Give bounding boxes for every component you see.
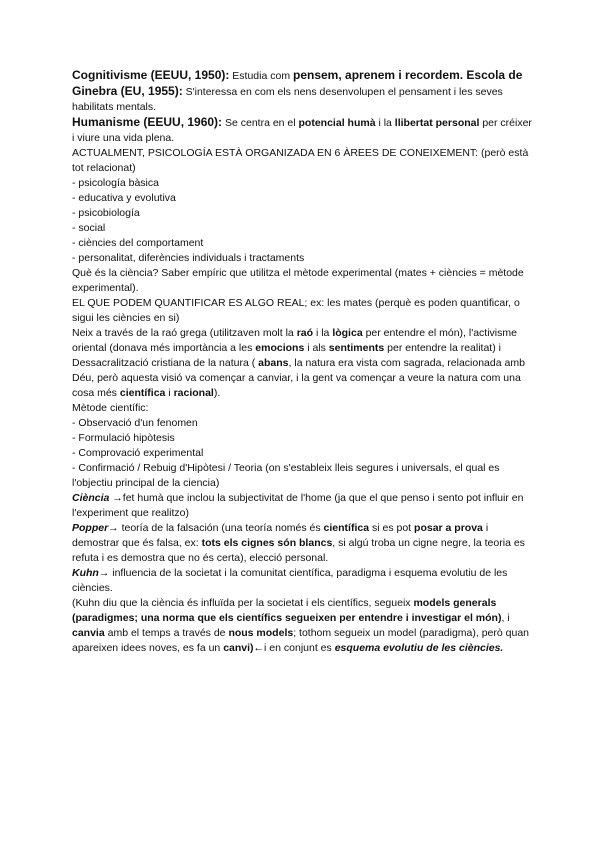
ciencia-term: Ciència <box>72 492 110 504</box>
text-span: ←i en conjunt es <box>253 642 335 654</box>
actualment-paragraph: ACTUALMENT, PSICOLOGÍA ESTÀ ORGANIZADA EN 6 ÀREES DE CONEIXEMENT: (però està tot relacionat) <box>72 147 529 174</box>
neix-paragraph <box>72 326 532 401</box>
text-span: , la natura era vista com sagrada, relacionada amb Déu, però aquesta visió va començar a canviar, i la gent va començar a veure la natura com una cosa més <box>72 357 525 399</box>
text-span: → influencia de la societat i la comunitat científica, paradigma i esquema evolutiu de les ciències. <box>72 567 508 594</box>
popper-paragraph <box>72 521 532 566</box>
metode-title: Mètode científic: <box>72 402 149 414</box>
humanisme-paragraph <box>72 115 532 146</box>
bold-span: científica <box>119 387 166 399</box>
text-span: ; tothom segueix un model (paradigma), però quan apareixen idees noves, es fa un <box>72 627 530 654</box>
text-span: Neix a través de la raó grega (utilitzaven molt la <box>72 327 297 339</box>
text-span: , si algú troba un cigne negre, la teoria es refuta i es demostra que no és certa), elecció personal. <box>72 537 525 564</box>
kuhn-diu-paragraph <box>72 596 532 656</box>
kuhn-term: Kuhn <box>72 567 99 579</box>
list-item: - Comprovació experimental <box>72 447 204 459</box>
quantificar-paragraph: EL QUE PODEM QUANTIFICAR ES ALGO REAL; ex: les mates (perquè es poden quantificar, o sigui les ciències en si) <box>72 297 520 324</box>
text-span: i la <box>375 117 395 129</box>
humanisme-heading: Humanisme (EEUU, 1960): <box>72 115 223 129</box>
text-span: Se centra en el <box>222 117 299 129</box>
text-span: i demostrar que és falsa, ex: <box>72 522 489 549</box>
cognitivisme-heading: Cognitivisme (EEUU, 1950): <box>72 68 230 82</box>
esquema-term: esquema evolutiu de les ciències. <box>334 642 504 654</box>
text-span: per créixer i viure una vida plena. <box>72 117 532 144</box>
text-span: i <box>165 387 174 399</box>
list-item: - Formulació hipòtesis <box>72 432 175 444</box>
text-span: per entendre el món), l'activisme oriental (donava més importància a les <box>72 327 517 354</box>
text-span: (Kuhn diu que la ciència és influïda per la societat i els científics, segueix <box>72 597 414 609</box>
list-item: - psicología bàsica <box>72 177 159 189</box>
text-span: , i <box>501 612 510 624</box>
list-item: - ciències del comportament <box>72 237 204 249</box>
text-span: i als <box>304 342 329 354</box>
areas-list <box>72 176 532 266</box>
bold-span: canvi) <box>223 642 254 654</box>
list-item: - educativa y evolutiva <box>72 192 176 204</box>
text-span: Estudia com <box>229 70 293 82</box>
list-item: - Confirmació / Rebuig d'Hipòtesi / Teoria (on s'estableix lleis segures i universals, el qual es l'objectiu principal de la ciencia) <box>72 462 500 489</box>
list-item: - personalitat, diferències individuals i tractaments <box>72 252 305 264</box>
bold-span: canvia <box>72 627 105 639</box>
bold-span: abans <box>258 357 289 369</box>
que-es-ciencia-paragraph: Què és la ciència? Saber empíric que utilitza el mètode experimental (mates + ciències = mètode experimental). <box>72 267 524 294</box>
metode-list <box>72 416 532 491</box>
bold-span: científica <box>323 522 370 534</box>
list-item: - psicobiología <box>72 207 140 219</box>
bold-span: sentiments <box>328 342 385 354</box>
bold-span: llibertat personal <box>394 117 480 129</box>
cognitivisme-paragraph <box>72 68 532 115</box>
bold-span: models generals (paradigmes; una norma que els científics segueixen per entendre i investigar el món) <box>72 597 502 624</box>
text-span: ). <box>213 387 221 399</box>
text-span: S'interessa en com els nens desenvolupen el pensament i les seves habilitats mentals. <box>72 86 503 113</box>
bold-span: lògica <box>332 327 363 339</box>
bold-span: nous models <box>228 627 294 639</box>
text-span: amb el temps a través de <box>104 627 229 639</box>
ginebra-heading: pensem, aprenem i recordem. Escola de Ginebra (EU, 1955): <box>72 68 523 98</box>
ciencia-paragraph <box>72 491 532 521</box>
notes-content <box>72 68 532 656</box>
bold-span: emocions <box>255 342 305 354</box>
text-span: → teoría de la falsación (una teoría només és <box>108 522 324 534</box>
bold-span: raó <box>296 327 314 339</box>
bold-span: tots els cignes són blancs <box>201 537 333 549</box>
list-item: - social <box>72 222 106 234</box>
bold-span: racional <box>173 387 214 399</box>
kuhn-paragraph <box>72 566 532 596</box>
text-span: per entendre la realitat) i Dessacralització cristiana de la natura ( <box>72 342 501 369</box>
popper-term: Popper <box>72 522 109 534</box>
bold-span: posar a prova <box>414 522 483 534</box>
bold-span: potencial humà <box>298 117 376 129</box>
list-item: - Observació d'un fenomen <box>72 417 198 429</box>
text-span: →fet humà que inclou la subjectivitat de l'home (ja que el que penso i sento pot influir en l'experiment que realitzo) <box>72 492 524 519</box>
text-span: i la <box>313 327 333 339</box>
text-span: si es pot <box>369 522 415 534</box>
